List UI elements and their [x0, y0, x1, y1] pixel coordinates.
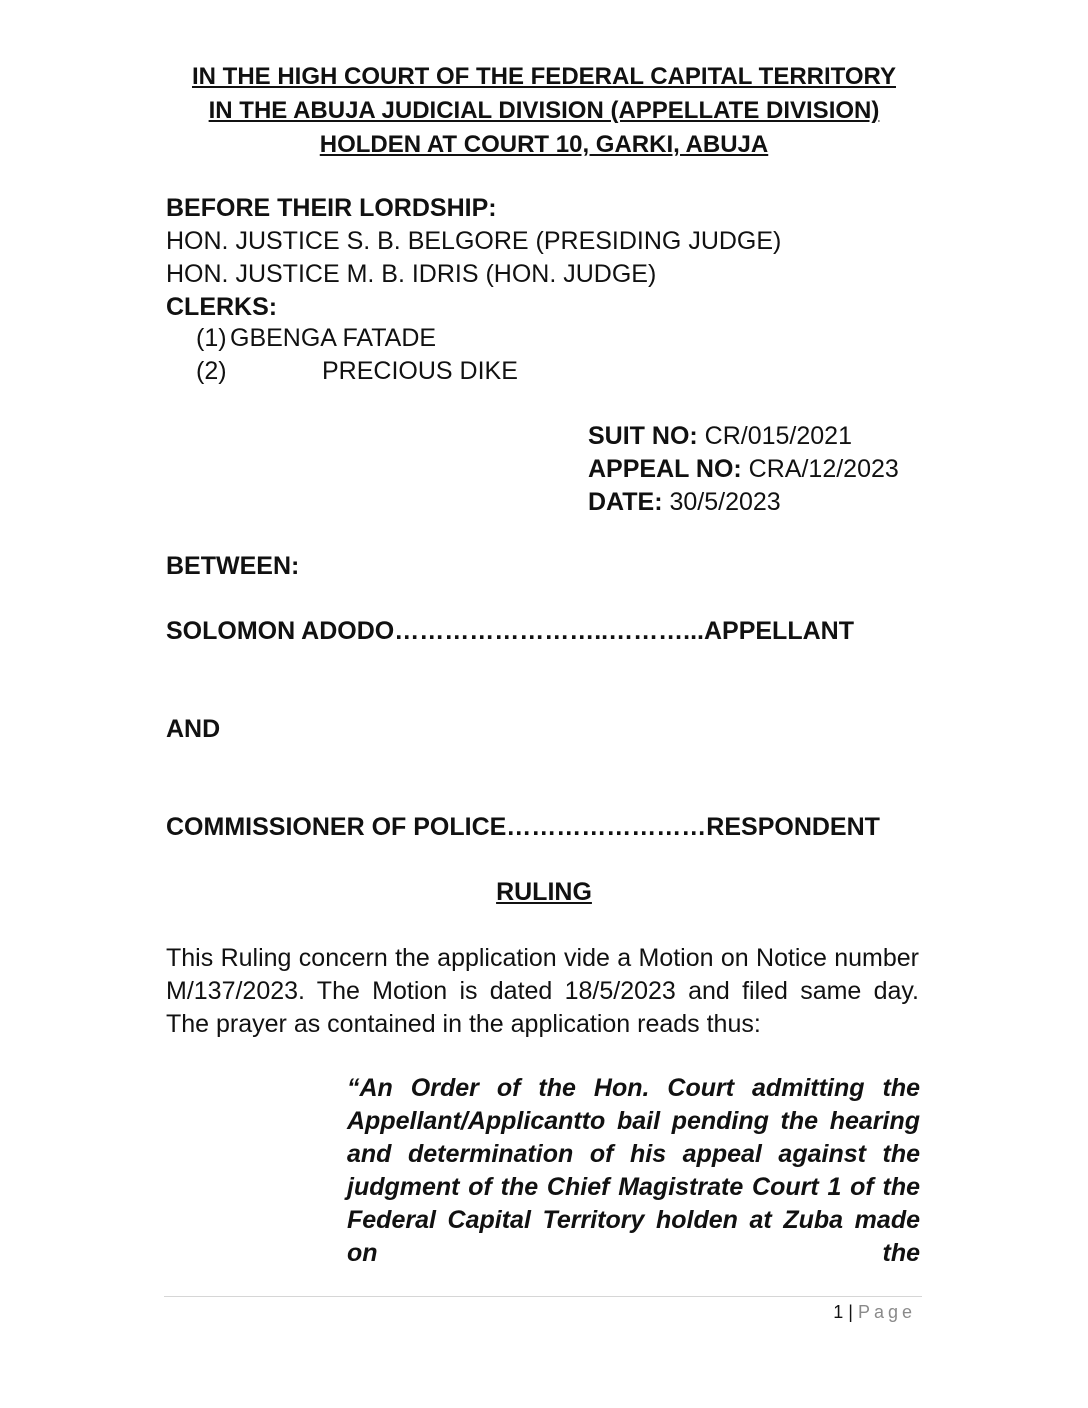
court-header-line-1: IN THE HIGH COURT OF THE FEDERAL CAPITAL TERRITORY — [191, 63, 896, 90]
court-header — [0, 60, 1088, 162]
ruling-paragraph: This Ruling concern the application vide a Motion on Notice number M/137/2023. The Motion is dated 18/5/2023 and filed same day. The prayer as contained in the application reads thus: — [166, 944, 919, 1038]
court-header-line-3: HOLDEN AT COURT 10, GARKI, ABUJA — [319, 131, 769, 158]
clerk-item — [196, 355, 956, 388]
clerk-name: PRECIOUS DIKE — [322, 357, 518, 385]
clerks-list — [196, 322, 956, 388]
appellant-line: SOLOMON ADODO……………………..………...APPELLANT — [166, 617, 854, 645]
page-label: Page — [857, 1302, 916, 1322]
page-separator: | — [843, 1302, 858, 1322]
suit-number-label: SUIT NO: — [588, 422, 698, 450]
between-label: BETWEEN: — [166, 552, 300, 580]
prayer-quote: “An Order of the Hon. Court admitting the Appellant/Applicantto bail pending the hearing and determination of his appeal against the judgment of the Chief Magistrate Court 1 of the Federal Capital Territory holden at Zuba made on the — [347, 1074, 920, 1267]
footer-divider — [164, 1296, 922, 1297]
page-footer — [600, 1300, 916, 1324]
suit-number-value: CR/015/2021 — [697, 422, 852, 450]
ruling-date-value: 30/5/2023 — [662, 488, 781, 516]
hon-judge: HON. JUSTICE M. B. IDRIS (HON. JUDGE) — [166, 260, 657, 288]
court-header-line-2: IN THE ABUJA JUDICIAL DIVISION (APPELLATE DIVISION) — [208, 97, 880, 124]
clerk-number: (1) — [196, 324, 227, 352]
respondent-line: COMMISSIONER OF POLICE……………………RESPONDENT — [166, 813, 880, 841]
appeal-number — [588, 453, 928, 486]
presiding-judge: HON. JUSTICE S. B. BELGORE (PRESIDING JUDGE) — [166, 227, 782, 255]
and-label: AND — [166, 715, 221, 743]
case-references — [588, 420, 928, 519]
clerks-heading: CLERKS: — [166, 293, 278, 321]
clerk-name: GBENGA FATADE — [230, 324, 437, 352]
clerk-number: (2) — [196, 357, 227, 385]
appeal-number-label: APPEAL NO: — [588, 455, 742, 483]
ruling-title: RULING — [496, 878, 592, 906]
ruling-date — [588, 486, 928, 519]
suit-number — [588, 420, 928, 453]
clerk-item — [196, 322, 956, 355]
bench-heading: BEFORE THEIR LORDSHIP: — [166, 194, 497, 222]
appeal-number-value: CRA/12/2023 — [741, 455, 899, 483]
page-number: 1 — [833, 1302, 844, 1322]
bench-section — [166, 192, 926, 324]
ruling-date-label: DATE: — [588, 488, 663, 516]
